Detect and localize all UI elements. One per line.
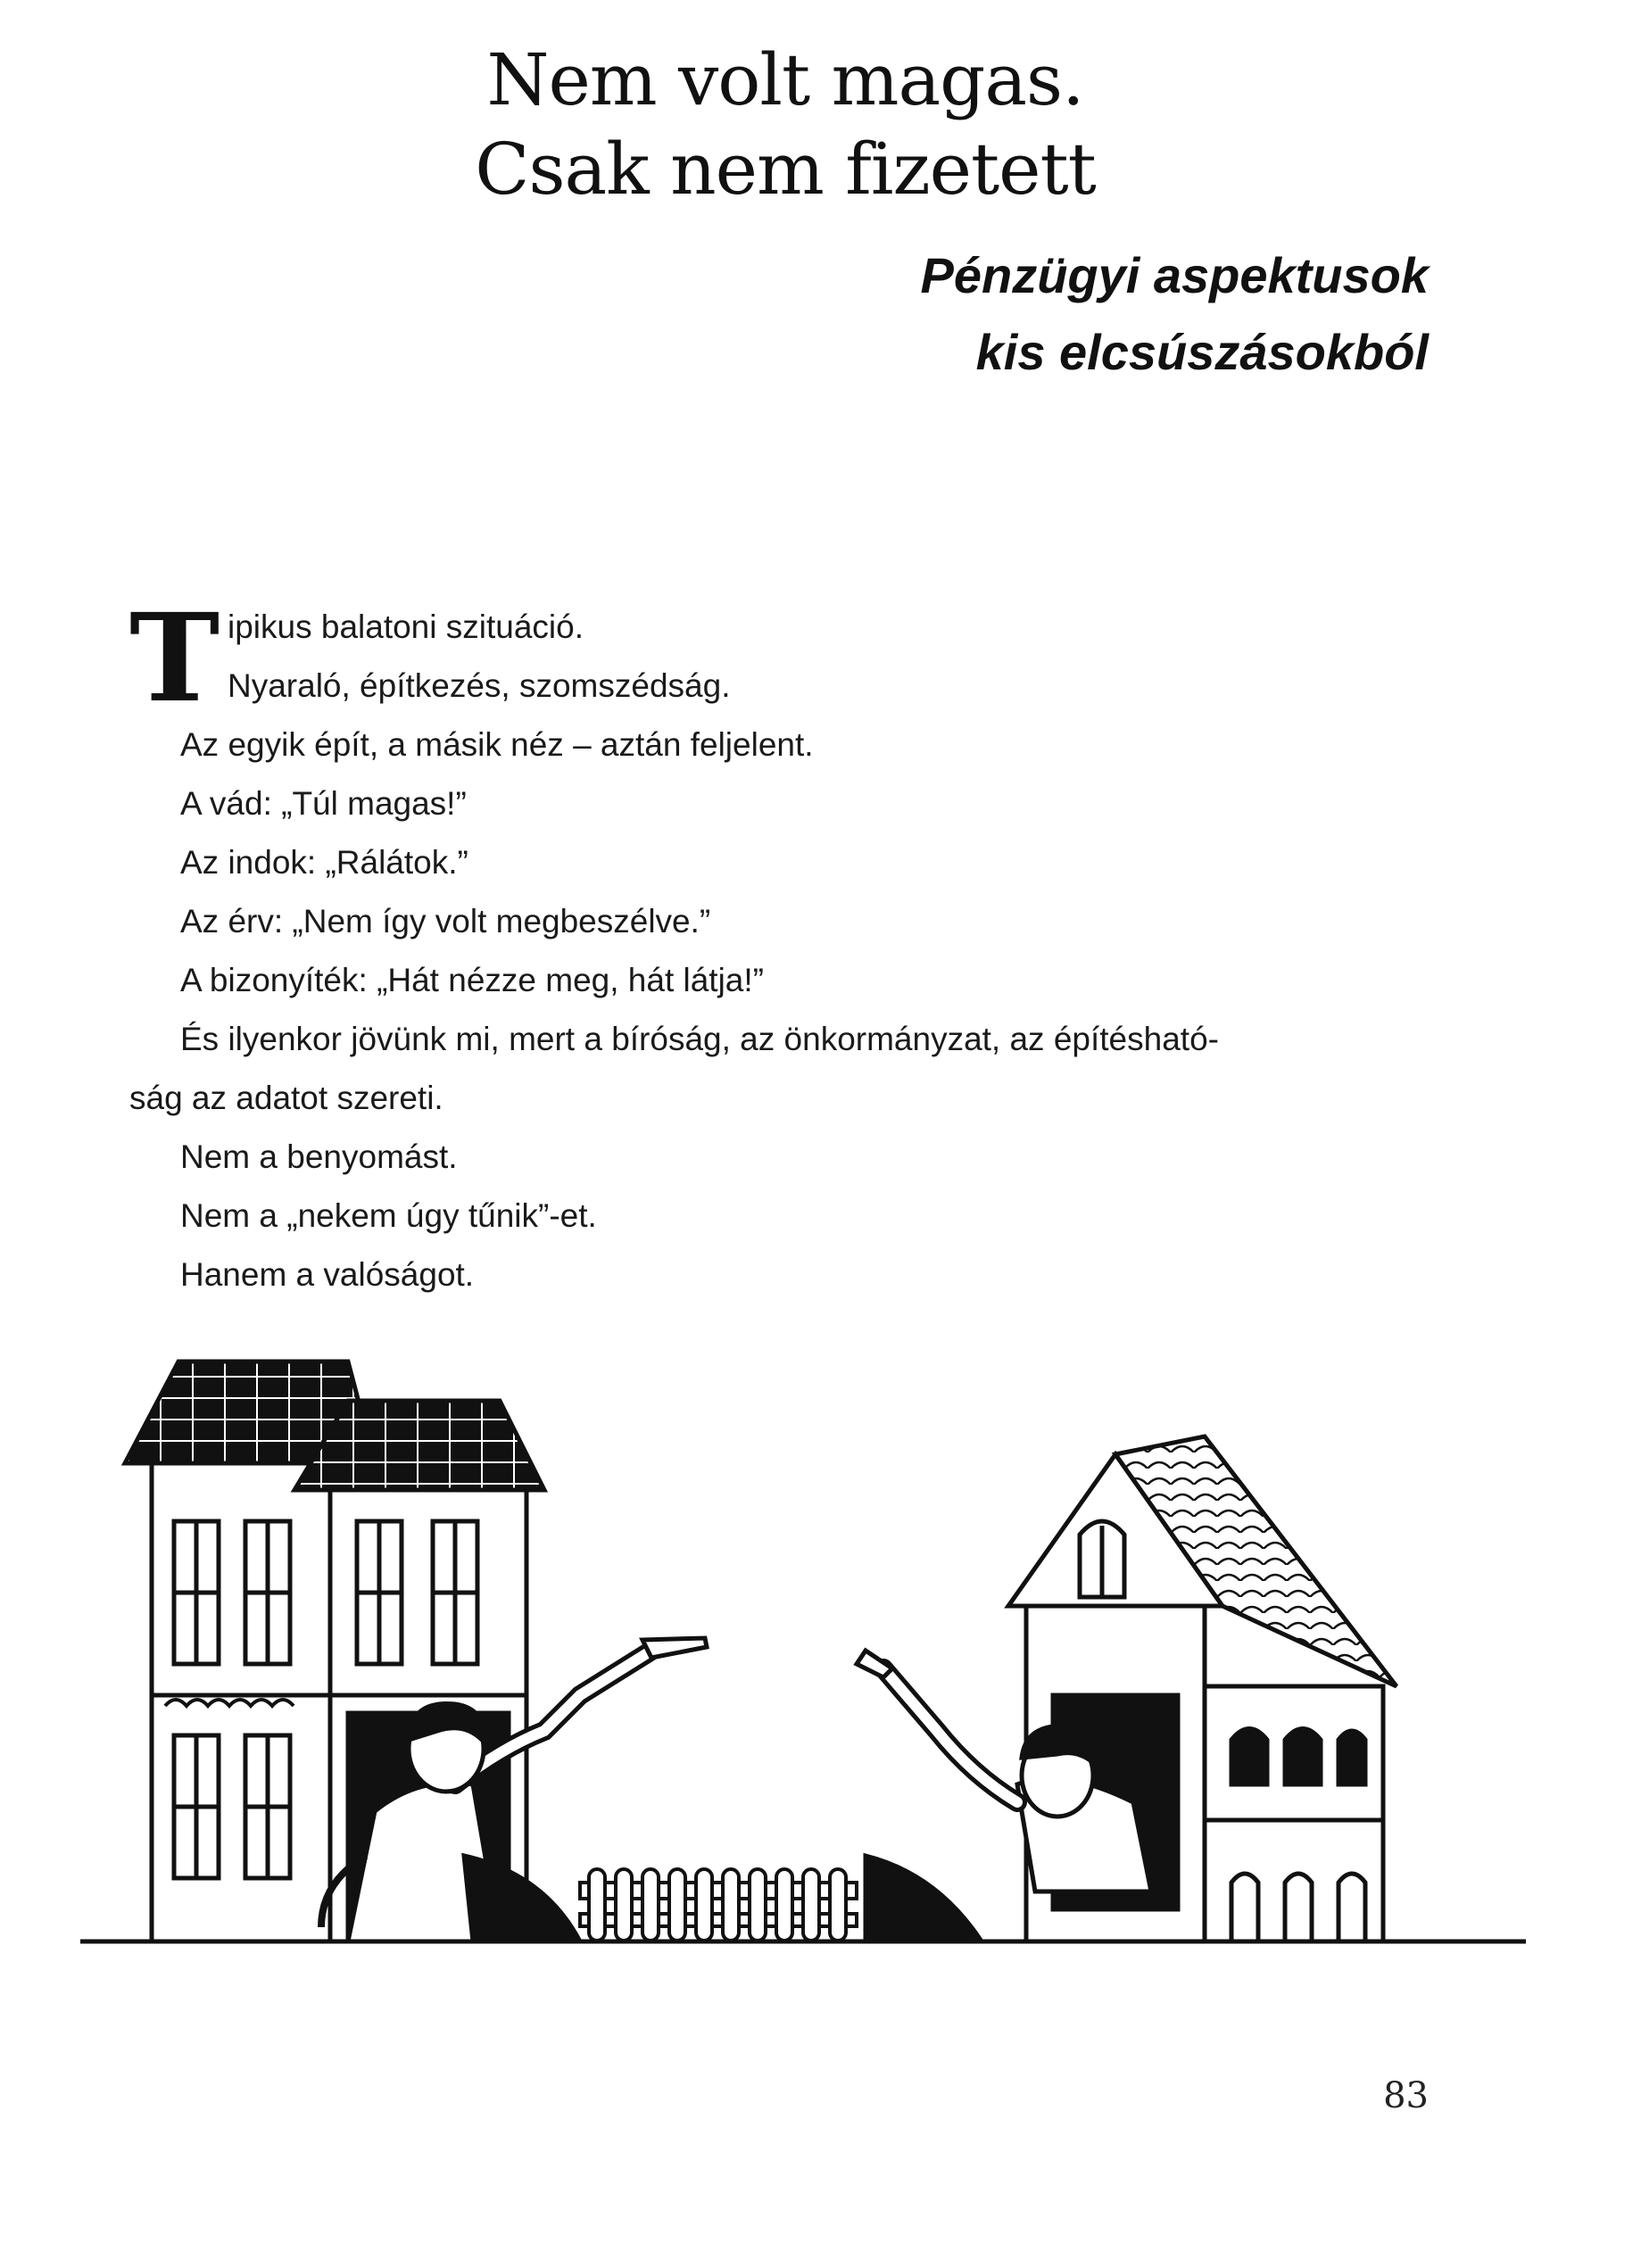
body-line: Nem a „nekem úgy tűnik”-et. [180, 1197, 597, 1234]
body-line: Nyaraló, építkezés, szomszédság. [228, 667, 731, 704]
body-line: ság az adatot szereti. [129, 1080, 443, 1116]
body-line: Az egyik épít, a másik néz – aztán feljelent. [180, 726, 814, 763]
body-line: Nem a benyomást. [180, 1138, 458, 1175]
body-line: Az érv: „Nem így volt megbeszélve.” [180, 903, 711, 939]
body-line: És ilyenkor jövünk mi, mert a bíróság, az önkormányzat, az építésható- [180, 1021, 1219, 1057]
page-number: 83 [1383, 2075, 1429, 2116]
article-body [129, 587, 1432, 1304]
body-line: Hanem a valóságot. [180, 1256, 475, 1293]
title-line-1: Nem volt magas. [486, 38, 1084, 121]
fence [580, 1869, 857, 1941]
body-line: ipikus balatoni szituáció. [228, 608, 584, 645]
body-line: A vád: „Túl magas!” [180, 785, 467, 822]
subtitle [920, 237, 1429, 391]
body-line: A bizonyíték: „Hát nézze meg, hát látja!” [180, 962, 764, 998]
neighbors-dispute-illustration [80, 1356, 1526, 1972]
page-title [339, 36, 1231, 214]
body-line: Az indok: „Rálátok.” [180, 844, 468, 881]
subtitle-line-1: Pénzügyi aspektusok [920, 247, 1429, 303]
drop-cap: T [129, 587, 220, 730]
title-line-2: Csak nem fizetett [475, 128, 1096, 211]
subtitle-line-2: kis elcsúszásokból [975, 324, 1429, 380]
